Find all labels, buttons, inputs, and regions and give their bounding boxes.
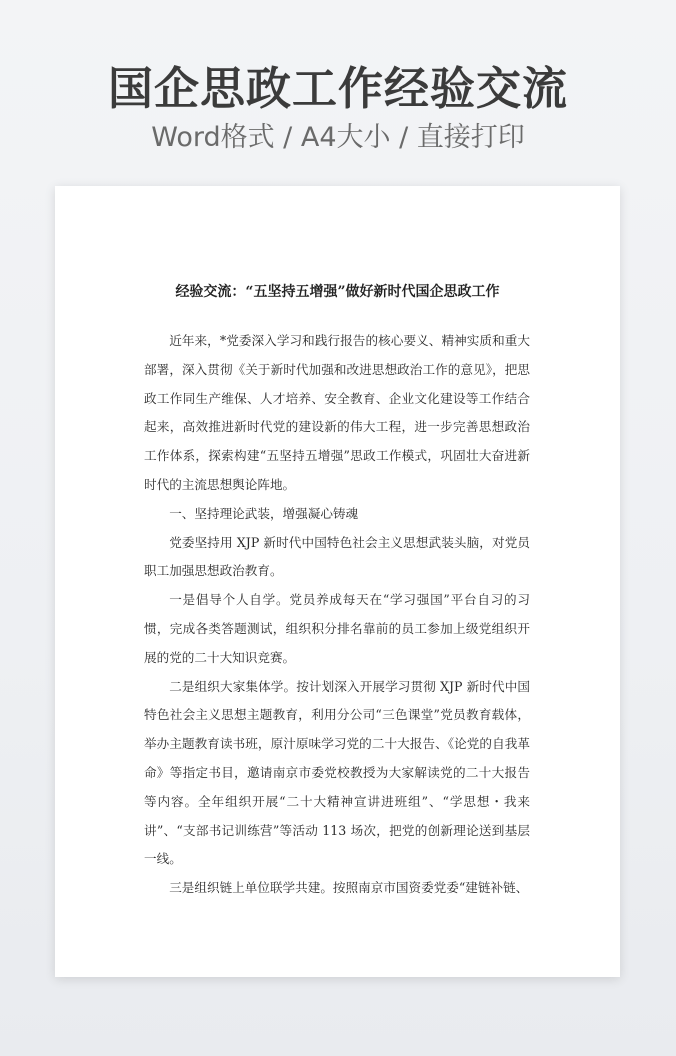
- paragraph-intro: 近年来，*党委深入学习和践行报告的核心要义、精神实质和重大部署，深入贯彻《关于新时代加强和改进思想政治工作的意见》，把思政工作同生产维保、人才培养、安全教育、企业文化建设等工作结合起来，高效推进新时代党的建设新的伟大工程，进一步完善思想政治工作体系，探索构建“五坚持五增强”思政工作模式，巩固壮大奋进新时代的主流思想舆论阵地。: [144, 333, 530, 492]
- section-heading-1: 一、坚持理论武装，增强凝心铸魂: [169, 505, 359, 521]
- document-page: [55, 186, 620, 977]
- banner-subtitle: Word格式 / A4大小 / 直接打印: [151, 122, 525, 153]
- paragraph: 党委坚持用 XJP 新时代中国特色社会主义思想武装头脑，对党员职工加强思想政治教育。: [144, 534, 530, 579]
- paragraph: 三是组织链上单位联学共建。按照南京市国资委党委“建链补链、: [169, 880, 529, 896]
- paragraph: 一是倡导个人自学。党员养成每天在“学习强国”平台自习的习惯，完成各类答题测试，组织积分排名靠前的员工参加上级党组织开展的党的二十大知识竞赛。: [144, 592, 530, 665]
- paragraph: 二是组织大家集体学。按计划深入开展学习贯彻 XJP 新时代中国特色社会主义思想主题教育，利用分公司“三色课堂”党员教育载体，举办主题教育读书班，原汁原味学习党的二十大报告、《论党的自我革命》等指定书目，邀请南京市委党校教授为大家解读党的二十大报告等内容。全年组织开展“二十大精神宣讲进班组”、“学思想・我来讲”、“支部书记训练营”等活动 113 场次，把党的创新理论送到基层一线。: [144, 678, 530, 867]
- document-body: [144, 327, 530, 903]
- banner-title: 国企思政工作经验交流: [107, 62, 568, 115]
- document-title: 经验交流：“五坚持五增强”做好新时代国企思政工作: [175, 284, 500, 300]
- banner: [0, 58, 676, 156]
